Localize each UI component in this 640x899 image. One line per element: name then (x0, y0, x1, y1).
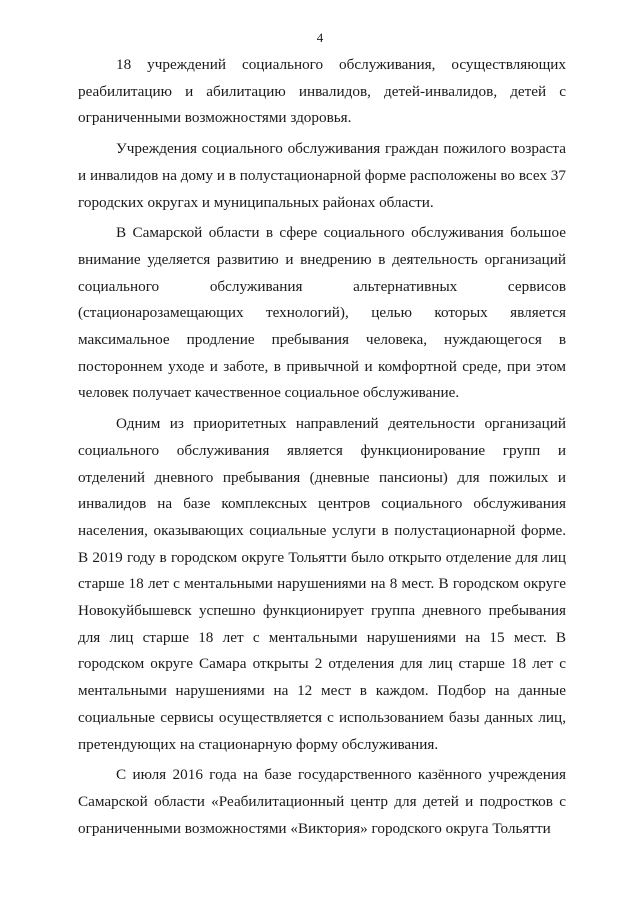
paragraph-continuation: 18 учреждений социального обслуживания, осуществляющих реабилитацию и абилитацию инвалидов, детей-инвалидов, детей с ограниченными возможностями здоровья. (78, 56, 566, 127)
document-body (78, 52, 566, 842)
page-number: 4 (316, 30, 324, 45)
paragraph-alternative-services: В Самарской области в сфере социального обслуживания большое внимание уделяется развитию и внедрению в деятельность организаций социального обслуживания альтернативных сервисов (стационарозамещающих технологий), целью которых является максимальное продление пребывания человека, нуждающегося в постороннем уходе и заботе, в привычной и комфортной среде, при этом человек получает качественное социальное обслуживание. (78, 224, 566, 402)
paragraph-rehab-center: С июля 2016 года на базе государственного казённого учреждения Самарской области «Реабилитационный центр для детей и подростков с ограниченными возможностями «Виктория» городского округа Тольятти (78, 766, 566, 837)
paragraph-service-locations: Учреждения социального обслуживания граждан пожилого возраста и инвалидов на дому и в полустационарной форме расположены во всех 37 городских округах и муниципальных районах области. (78, 140, 566, 211)
paragraph-day-care-groups: Одним из приоритетных направлений деятельности организаций социального обслуживания является функционирование групп и отделений дневного пребывания (дневные пансионы) для пожилых и инвалидов на базе комплексных центров социального обслуживания населения, оказывающих социальные услуги в полустационарной форме. В 2019 году в городском округе Тольятти было открыто отделение для лиц старше 18 лет с ментальными нарушениями на 8 мест. В городском округе Новокуйбышевск успешно функционирует группа дневного пребывания для лиц старше 18 лет с ментальными нарушениями на 15 мест. В городском округе Самара открыты 2 отделения для лиц старше 18 лет с ментальными нарушениями на 12 мест в каждом. Подбор на данные социальные сервисы осуществляется с использованием базы данных лиц, претендующих на стационарную форму обслуживания. (78, 415, 566, 753)
